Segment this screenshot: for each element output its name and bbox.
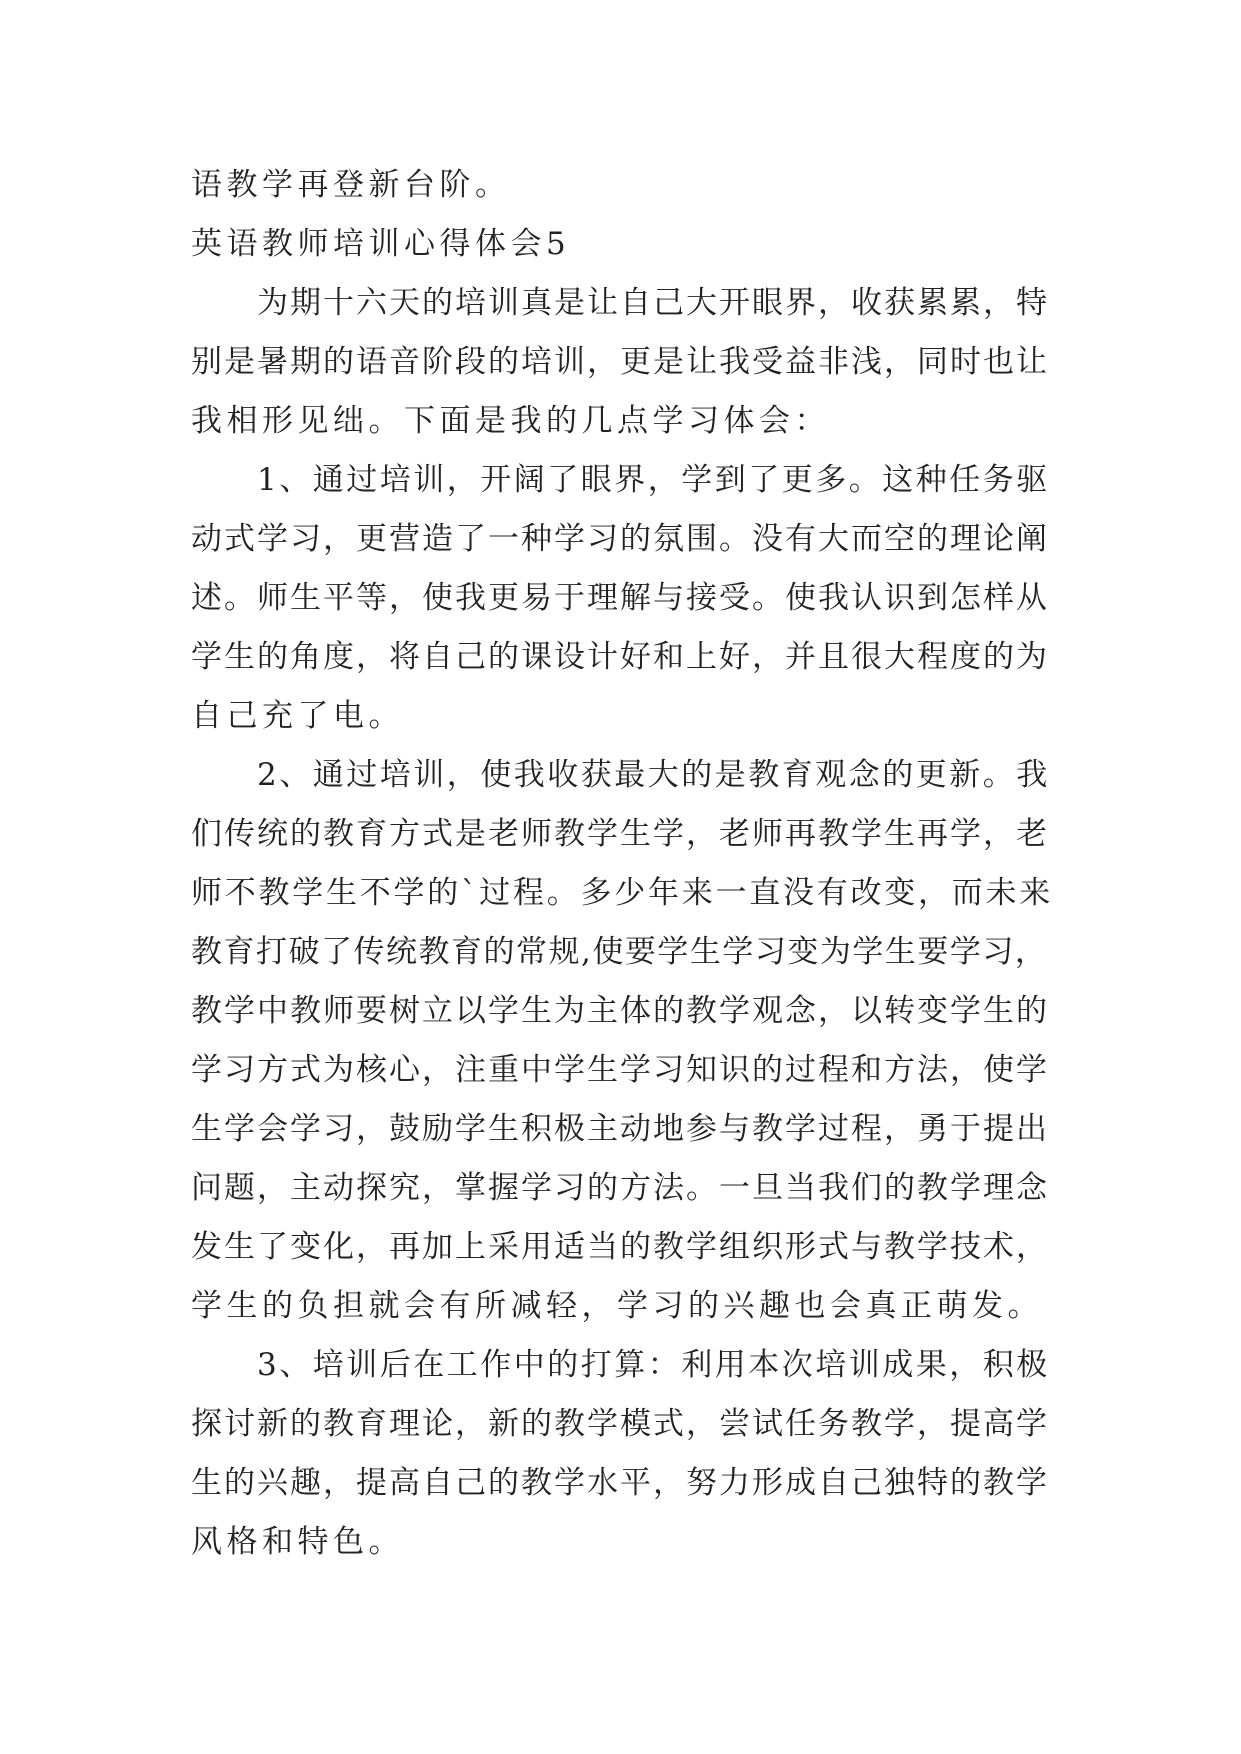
text-line: 生学会学习，鼓励学生积极主动地参与教学过程，勇于提出: [191, 1111, 1049, 1147]
text-line: 师不教学生不学的`过程。多少年来一直没有改变，而未来: [191, 875, 1053, 911]
text-line: 教育打破了传统教育的常规,使要学生学习变为学生要学习，: [191, 934, 1048, 970]
paragraph-first-line: 为期十六天的培训真是让自己大开眼界，收获累累，特: [257, 285, 1049, 321]
text-line: 问题，主动探究，掌握学习的方法。一旦当我们的教学理念: [191, 1170, 1049, 1206]
text-line: 别是暑期的语音阶段的培训，更是让我受益非浅，同时也让: [191, 344, 1049, 380]
text-line: 动式学习，更营造了一种学习的氛围。没有大而空的理论阐: [191, 521, 1049, 557]
paragraph-first-line: 1、通过培训，开阔了眼界，学到了更多。这种任务驱: [257, 462, 1050, 498]
text-line: 语教学再登新台阶。: [191, 167, 511, 203]
text-line: 风格和特色。: [191, 1524, 404, 1560]
text-line: 教学中教师要树立以学生为主体的教学观念，以转变学生的: [191, 993, 1049, 1029]
text-line: 学习方式为核心，注重中学生学习知识的过程和方法，使学: [191, 1052, 1049, 1088]
text-line: 学生的负担就会有所减轻，学习的兴趣也会真正萌发。: [191, 1288, 1043, 1324]
text-line: 我相形见绌。下面是我的几点学习体会：: [191, 403, 830, 439]
text-line: 学生的角度，将自己的课设计好和上好，并且很大程度的为: [191, 639, 1049, 675]
paragraph-first-line: 2、通过培训，使我收获最大的是教育观念的更新。我: [257, 757, 1050, 793]
text-line: 探讨新的教育理论，新的教学模式，尝试任务教学，提高学: [191, 1406, 1049, 1442]
text-line: 自己充了电。: [191, 698, 404, 734]
section-heading: 英语教师培训心得体会5: [191, 226, 571, 262]
text-line: 们传统的教育方式是老师教学生学，老师再教学生再学，老: [191, 816, 1049, 852]
document-body: [191, 156, 1053, 1572]
text-line: 发生了变化，再加上采用适当的教学组织形式与教学技术，: [191, 1229, 1049, 1265]
paragraph-first-line: 3、培训后在工作中的打算：利用本次培训成果，积极: [257, 1347, 1050, 1383]
text-line: 生的兴趣，提高自己的教学水平，努力形成自己独特的教学: [191, 1465, 1049, 1501]
text-line: 述。师生平等，使我更易于理解与接受。使我认识到怎样从: [191, 580, 1049, 616]
